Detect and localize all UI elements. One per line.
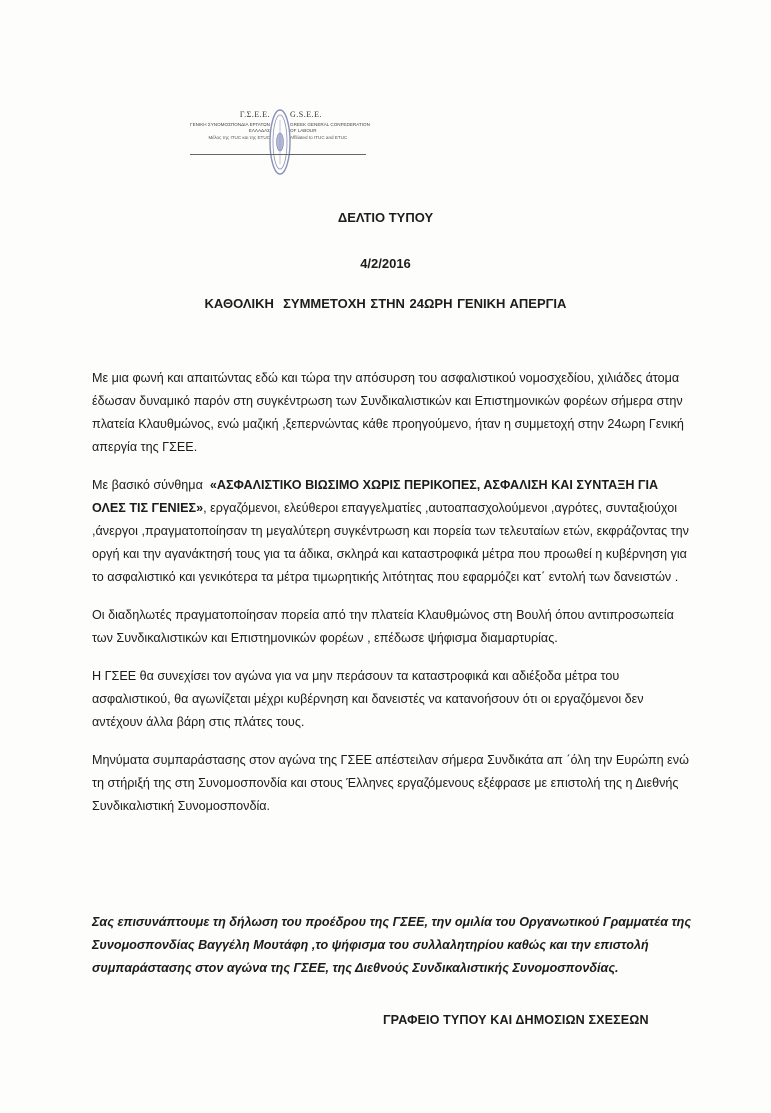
letterhead-english [290,110,370,140]
paragraph-2-end: , εργαζόμενοι, ελεύθεροι επαγγελματίες ,αυτοαπασχολούμενοι ,αγρότες, συνταξιούχοι ,άνεργοι ,πραγματοποίησαν τη μεγαλύτερη συγκέντρωση και πορεία των τελευταίων ετών, εκφράζοντας την οργή και την αγανάκτησή τους για τα άδικα, σκληρά και καταστροφικά μέτρα που προωθεί η κυβέρνηση για το ασφαλιστικό και γενικότερα τα μέτρα τιμωρητικής λιτότητας που εφαρμόζει κατ΄ εντολή των δανειστών . [92,501,689,584]
letterhead-english-name: GREEK GENERAL CONFEDERATION OF LABOUR [290,122,370,133]
paragraph-2 [92,474,692,589]
paragraph-5: Μηνύματα συμπαράστασης στον αγώνα της ΓΣΕΕ απέστειλαν σήμερα Συνδικάτα απ ΄όλη την Ευρώπη ενώ τη στήριξή της στη Συνομοσπονδία και στους Έλληνες εργαζόμενους εξέφρασε με επιστολή της η Διεθνής Συνδικαλιστική Συνομοσπονδία. [92,753,689,813]
paragraph-2-start: Με βασικό σύνθημα [92,478,210,492]
letterhead-greek-name: ΓΕΝΙΚΗ ΣΥΝΟΜΟΣΠΟΝΔΙΑ ΕΡΓΑΤΩΝ ΕΛΛΑΔΑΣ [190,122,270,133]
document-title: ΔΕΛΤΙΟ ΤΥΠΟΥ [337,210,434,225]
seal-emblem-icon [269,108,291,176]
letterhead-rule [190,154,366,155]
body-text [92,367,692,833]
paragraph-4: Η ΓΣΕΕ θα συνεχίσει τον αγώνα για να μην περάσουν τα καταστροφικά και αδιέξοδα μέτρα του ασφαλιστικού, θα αγωνίζεται μέχρι κυβέρνηση και δανειστές να κατανοήσουν ότι οι εργαζόμενοι δεν αντέχουν άλλα βάρη στις πλάτες τους. [92,669,644,729]
letterhead-english-abbr: G.S.E.E. [290,110,322,119]
letterhead-greek-affiliation: Μέλος της ITUC και της ETUC [208,135,270,140]
paragraph-1: Με μια φωνή και απαιτώντας εδώ και τώρα την απόσυρση του ασφαλιστικού νομοσχεδίου, χιλιάδες άτομα έδωσαν δυναμικό παρόν στη συγκέντρωση των Συνδικαλιστικών και Επιστημονικών φορέων σήμερα στην πλατεία Κλαυθμώνος, ενώ μαζική ,ξεπερνώντας κάθε προηγούμενο, ήταν η συμμετοχή στην 24ωρη Γενική απεργία της ΓΣΕΕ. [92,371,684,454]
document-date: 4/2/2016 [360,256,411,271]
paragraph-3: Οι διαδηλωτές πραγματοποίησαν πορεία από την πλατεία Κλαυθμώνος στη Βουλή όπου αντιπροσωπεία των Συνδικαλιστικών και Επιστημονικών φορέων , επέδωσε ψήφισμα διαμαρτυρίας. [92,608,674,645]
signature: ΓΡΑΦΕΙΟ ΤΥΠΟΥ ΚΑΙ ΔΗΜΟΣΙΩΝ ΣΧΕΣΕΩΝ [383,1013,649,1027]
attachments-note: Σας επισυνάπτουμε τη δήλωση του προέδρου της ΓΣΕΕ, την ομιλία του Οργανωτικού Γραμματέα της Συνομοσπονδίας Βαγγέλη Μουτάφη ,το ψήφισμα του συλλαλητηρίου καθώς και την επιστολή συμπαράστασης στον αγώνα της ΓΣΕΕ, της Διεθνούς Συνδικαλιστικής Συνομοσπονδίας. [92,915,692,975]
letterhead [190,110,370,182]
slogan: «ΑΣΦΑΛΙΣΤΙΚΟ ΒΙΩΣΙΜΟ ΧΩΡΙΣ ΠΕΡΙΚΟΠΕΣ, ΑΣΦΑΛΙΣΗ ΚΑΙ ΣΥΝΤΑΞΗ ΓΙΑ ΟΛΕΣ ΤΙΣ ΓΕΝΙΕΣ» [92,478,659,515]
document-subject: ΚΑΘΟΛΙΚΗ ΣΥΜΜΕΤΟΧΗ ΣΤΗΝ 24ΩΡΗ ΓΕΝΙΚΗ ΑΠΕΡΓΙΑ [204,296,567,311]
letterhead-english-affiliation: Affiliated to ITUC and ETUC [290,135,348,140]
letterhead-greek-abbr: Γ.Σ.Ε.Ε. [239,110,270,119]
letterhead-greek [190,110,270,140]
